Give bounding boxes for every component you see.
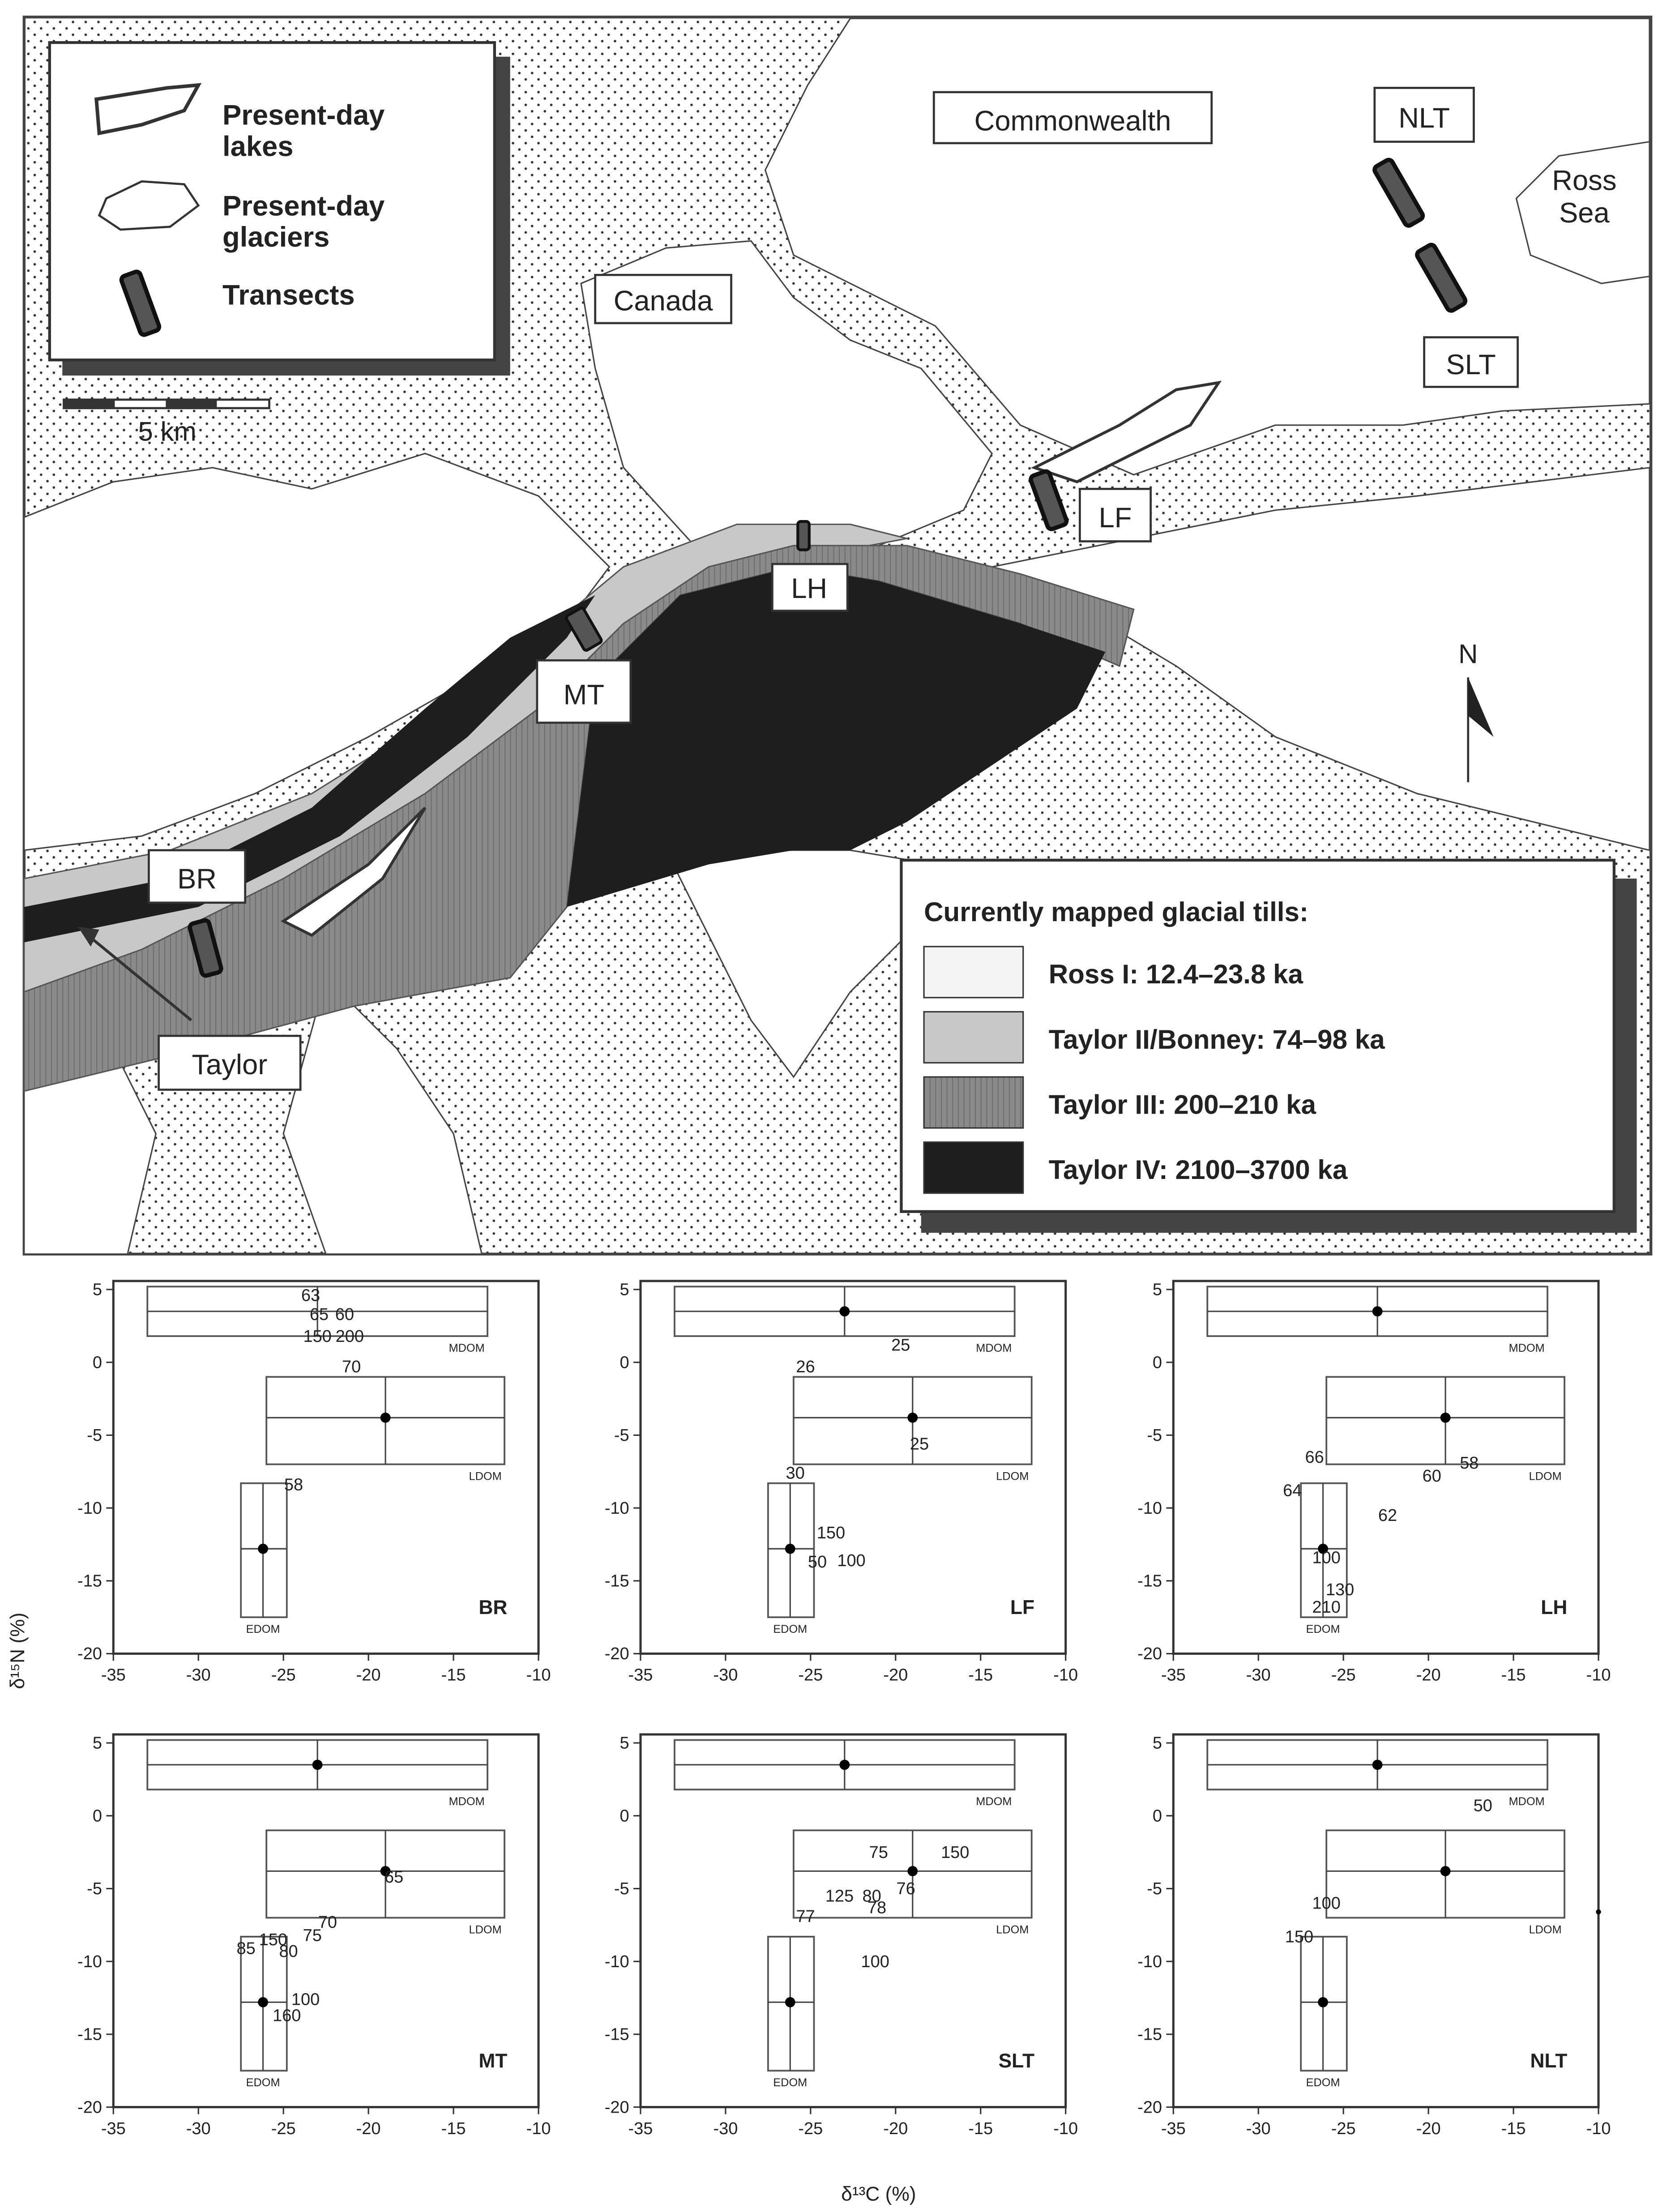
y-tick-label: -15 bbox=[77, 1571, 102, 1591]
ldom-label: LDOM bbox=[1529, 1470, 1562, 1483]
point-label: 60 bbox=[335, 1305, 355, 1324]
mdom-mean-point bbox=[839, 1306, 850, 1316]
point-label: 100 bbox=[861, 1952, 889, 1971]
point-label: 30 bbox=[786, 1464, 805, 1483]
y-tick-label: -15 bbox=[1137, 1571, 1162, 1591]
x-tick-label: -30 bbox=[1246, 1665, 1271, 1685]
point-label: 65 bbox=[309, 1305, 329, 1324]
label-commonwealth: Commonwealth bbox=[974, 105, 1171, 137]
x-tick-label: -25 bbox=[798, 2119, 823, 2138]
x-tick-label: -15 bbox=[1501, 2119, 1526, 2138]
x-tick-label: -15 bbox=[968, 1665, 993, 1685]
point-label: 160 bbox=[273, 2006, 301, 2025]
legend-taylor-ii: Taylor II/Bonney: 74–98 ka bbox=[1048, 1024, 1385, 1055]
y-tick-label: -20 bbox=[1137, 1644, 1162, 1664]
y-tick-label: 0 bbox=[1152, 1353, 1162, 1372]
y-tick-label: -10 bbox=[604, 1499, 629, 1518]
x-tick-label: -10 bbox=[526, 1665, 551, 1685]
north-label: N bbox=[1458, 639, 1478, 669]
legend-taylor-iii: Taylor III: 200–210 ka bbox=[1048, 1089, 1316, 1120]
x-tick-label: -20 bbox=[356, 2119, 381, 2138]
x-tick-label: -15 bbox=[441, 2119, 466, 2138]
point-label: 200 bbox=[335, 1327, 364, 1346]
panel-name: MT bbox=[479, 2050, 508, 2072]
x-tick-label: -10 bbox=[1053, 2119, 1078, 2138]
ldom-mean-point bbox=[907, 1413, 918, 1423]
mdom-label: MDOM bbox=[976, 1341, 1012, 1354]
edom-mean-point bbox=[785, 1997, 795, 2007]
point-label: 65 bbox=[384, 1868, 404, 1887]
point-label: 150 bbox=[303, 1327, 332, 1346]
edom-mean-point bbox=[1318, 1997, 1328, 2007]
y-tick-label: -15 bbox=[77, 2025, 102, 2044]
swatch-ross-i bbox=[924, 947, 1023, 998]
label-lf: LF bbox=[1098, 502, 1132, 534]
mdom-mean-point bbox=[1372, 1306, 1383, 1316]
ldom-label: LDOM bbox=[469, 1470, 502, 1483]
point-label: 150 bbox=[941, 1843, 970, 1862]
y-tick-label: 5 bbox=[92, 1734, 102, 1753]
y-tick-label: 0 bbox=[620, 1353, 629, 1372]
legend-glaciers-1: Present-day bbox=[222, 190, 385, 222]
legend-ross-i: Ross I: 12.4–23.8 ka bbox=[1048, 959, 1303, 990]
label-ross-sea-2: Sea bbox=[1559, 197, 1610, 229]
y-tick-label: -20 bbox=[77, 1644, 102, 1664]
label-br: BR bbox=[177, 863, 217, 895]
x-tick-label: -25 bbox=[798, 1665, 823, 1685]
y-tick-label: -20 bbox=[604, 1644, 629, 1664]
point-label: 80 bbox=[862, 1887, 881, 1906]
point-label: 130 bbox=[1325, 1580, 1355, 1600]
label-ross-sea-1: Ross bbox=[1552, 165, 1617, 196]
x-tick-label: -25 bbox=[271, 2119, 296, 2138]
y-tick-label: 0 bbox=[620, 1806, 629, 1826]
panel-br bbox=[77, 1281, 551, 1685]
point-label: 62 bbox=[1378, 1506, 1397, 1525]
edom-mean-point bbox=[785, 1544, 795, 1554]
point-label: 85 bbox=[236, 1939, 256, 1958]
point-label: 58 bbox=[284, 1475, 303, 1495]
y-tick-label: -5 bbox=[1147, 1426, 1162, 1445]
x-tick-label: -20 bbox=[356, 1665, 381, 1685]
label-canada: Canada bbox=[613, 285, 713, 317]
edom-label: EDOM bbox=[246, 2076, 280, 2089]
mdom-mean-point bbox=[1372, 1759, 1383, 1770]
y-tick-label: 0 bbox=[1152, 1806, 1162, 1826]
point-label: 150 bbox=[816, 1524, 846, 1543]
ldom-label: LDOM bbox=[996, 1470, 1029, 1483]
legend-lakes-1: Present-day bbox=[222, 99, 385, 131]
point-label: 80 bbox=[279, 1942, 298, 1961]
panel-lh bbox=[1137, 1281, 1611, 1685]
mdom-label: MDOM bbox=[449, 1795, 485, 1808]
x-tick-label: -10 bbox=[1586, 2119, 1611, 2138]
legend-tills bbox=[901, 860, 1637, 1233]
y-tick-label: -20 bbox=[604, 2098, 629, 2117]
panel-slt bbox=[605, 1734, 1078, 2138]
edom-label: EDOM bbox=[1306, 1623, 1340, 1636]
legend-tills-title: Currently mapped glacial tills: bbox=[924, 897, 1308, 927]
y-tick-label: -5 bbox=[614, 1879, 629, 1899]
y-tick-label: -20 bbox=[77, 2098, 102, 2117]
edom-mean-point bbox=[258, 1544, 268, 1554]
ldom-label: LDOM bbox=[996, 1923, 1029, 1936]
y-tick-label: -20 bbox=[1137, 2098, 1162, 2117]
point-label: 76 bbox=[896, 1879, 915, 1899]
x-tick-label: -35 bbox=[101, 2119, 126, 2138]
panel-name: LH bbox=[1541, 1596, 1568, 1618]
legend-lakes-2: lakes bbox=[222, 131, 294, 162]
panel-name: BR bbox=[479, 1596, 508, 1618]
point-label: 26 bbox=[796, 1358, 815, 1377]
map bbox=[24, 17, 1651, 1254]
x-tick-label: -20 bbox=[1416, 2119, 1441, 2138]
panel-name: LF bbox=[1010, 1596, 1035, 1618]
y-tick-label: 5 bbox=[1152, 1734, 1162, 1753]
edom-label: EDOM bbox=[1306, 2076, 1340, 2089]
edom-label: EDOM bbox=[773, 2076, 808, 2089]
panel-mt bbox=[77, 1734, 551, 2138]
x-tick-label: -35 bbox=[1161, 2119, 1186, 2138]
x-tick-label: -20 bbox=[883, 1665, 908, 1685]
point-label: 70 bbox=[342, 1358, 361, 1377]
point-label: 100 bbox=[291, 1990, 320, 2009]
label-taylor: Taylor bbox=[192, 1049, 268, 1080]
legend-taylor-iv: Taylor IV: 2100–3700 ka bbox=[1048, 1155, 1348, 1185]
scatter-panels bbox=[77, 1281, 1611, 2138]
scale-label: 5 km bbox=[138, 416, 197, 447]
edom-label: EDOM bbox=[246, 1623, 280, 1636]
x-tick-label: -30 bbox=[186, 1665, 211, 1685]
y-tick-label: -5 bbox=[87, 1879, 102, 1899]
y-tick-label: -10 bbox=[1137, 1952, 1162, 1971]
x-tick-label: -30 bbox=[713, 1665, 738, 1685]
point-label: 70 bbox=[318, 1913, 338, 1932]
x-tick-label: -15 bbox=[1501, 1665, 1526, 1685]
x-tick-label: -35 bbox=[1161, 1665, 1186, 1685]
panel-name: NLT bbox=[1530, 2050, 1568, 2072]
y-tick-label: 5 bbox=[1152, 1280, 1162, 1299]
edom-mean-point bbox=[258, 1997, 268, 2007]
label-mt: MT bbox=[563, 679, 605, 711]
y-tick-label: 5 bbox=[620, 1280, 629, 1299]
mdom-label: MDOM bbox=[1508, 1795, 1545, 1808]
y-tick-label: -10 bbox=[77, 1952, 102, 1971]
point-label: 58 bbox=[1460, 1453, 1479, 1473]
point-label: 125 bbox=[825, 1887, 854, 1906]
x-tick-label: -10 bbox=[1053, 1665, 1078, 1685]
y-tick-label: -5 bbox=[614, 1426, 629, 1445]
label-slt: SLT bbox=[1446, 349, 1496, 380]
ldom-label: LDOM bbox=[469, 1923, 502, 1936]
mdom-label: MDOM bbox=[976, 1795, 1012, 1808]
point-label: 75 bbox=[303, 1926, 322, 1945]
x-tick-label: -20 bbox=[1416, 1665, 1441, 1685]
point-label: 150 bbox=[1285, 1927, 1314, 1947]
x-axis-label: δ¹³C (%) bbox=[841, 2183, 916, 2205]
x-tick-label: -15 bbox=[968, 2119, 993, 2138]
y-tick-label: -5 bbox=[1147, 1879, 1162, 1899]
label-lh: LH bbox=[791, 573, 828, 605]
y-tick-label: -15 bbox=[604, 2025, 629, 2044]
x-tick-label: -10 bbox=[1586, 1665, 1611, 1685]
y-tick-label: 0 bbox=[92, 1806, 102, 1826]
point-label: 66 bbox=[1305, 1448, 1324, 1467]
point-label: 100 bbox=[1312, 1548, 1341, 1567]
x-tick-label: -30 bbox=[713, 2119, 738, 2138]
point-label: 50 bbox=[808, 1553, 827, 1572]
x-tick-label: -30 bbox=[186, 2119, 211, 2138]
mdom-label: MDOM bbox=[449, 1341, 485, 1354]
y-tick-label: 0 bbox=[92, 1353, 102, 1372]
point-label: 25 bbox=[910, 1435, 929, 1454]
legend-glaciers-2: glaciers bbox=[222, 221, 330, 253]
ldom-label: LDOM bbox=[1529, 1923, 1562, 1936]
edom-label: EDOM bbox=[773, 1623, 808, 1636]
x-tick-label: -30 bbox=[1246, 2119, 1271, 2138]
x-tick-label: -25 bbox=[1331, 2119, 1356, 2138]
y-tick-label: -15 bbox=[1137, 2025, 1162, 2044]
point-label: 50 bbox=[1473, 1796, 1492, 1815]
y-axis-label: δ¹⁵N (%) bbox=[6, 1612, 29, 1689]
point-label: 63 bbox=[301, 1286, 320, 1305]
y-tick-label: -10 bbox=[604, 1952, 629, 1971]
legend-features bbox=[50, 43, 510, 376]
swatch-taylor-iii bbox=[924, 1077, 1023, 1128]
point-label: 64 bbox=[1283, 1481, 1302, 1500]
panel-nlt bbox=[1137, 1734, 1611, 2138]
legend-transects: Transects bbox=[222, 279, 355, 311]
ldom-mean-point bbox=[907, 1866, 918, 1876]
x-tick-label: -25 bbox=[1331, 1665, 1356, 1685]
mdom-mean-point bbox=[839, 1759, 850, 1770]
point-label: 78 bbox=[867, 1898, 887, 1917]
mdom-label: MDOM bbox=[1508, 1341, 1545, 1354]
ldom-mean-point bbox=[380, 1413, 391, 1423]
point-label: 150 bbox=[259, 1930, 288, 1950]
point-label: 60 bbox=[1422, 1467, 1441, 1486]
x-tick-label: -25 bbox=[271, 1665, 296, 1685]
x-tick-label: -15 bbox=[441, 1665, 466, 1685]
x-tick-label: -35 bbox=[628, 2119, 653, 2138]
y-tick-label: -10 bbox=[1137, 1499, 1162, 1518]
x-tick-label: -10 bbox=[526, 2119, 551, 2138]
point-label: 210 bbox=[1312, 1598, 1341, 1617]
swatch-taylor-ii bbox=[924, 1012, 1023, 1063]
y-tick-label: -5 bbox=[87, 1426, 102, 1445]
panel-name: SLT bbox=[998, 2050, 1035, 2072]
point-label: 100 bbox=[837, 1551, 866, 1570]
data-point bbox=[1596, 1909, 1601, 1914]
y-tick-label: 5 bbox=[92, 1280, 102, 1299]
panel-lf bbox=[605, 1281, 1078, 1685]
x-tick-label: -35 bbox=[101, 1665, 126, 1685]
point-label: 100 bbox=[1312, 1894, 1341, 1913]
point-label: 75 bbox=[869, 1843, 888, 1862]
point-label: 77 bbox=[796, 1907, 815, 1926]
label-nlt: NLT bbox=[1398, 102, 1450, 134]
x-tick-label: -35 bbox=[628, 1665, 653, 1685]
ldom-mean-point bbox=[1440, 1413, 1451, 1423]
ldom-mean-point bbox=[1440, 1866, 1451, 1876]
x-tick-label: -20 bbox=[883, 2119, 908, 2138]
swatch-taylor-iv bbox=[924, 1142, 1023, 1193]
point-label: 25 bbox=[891, 1336, 910, 1355]
y-tick-label: -10 bbox=[77, 1499, 102, 1518]
y-tick-label: -15 bbox=[604, 1571, 629, 1591]
mdom-mean-point bbox=[312, 1759, 323, 1770]
y-tick-label: 5 bbox=[620, 1734, 629, 1753]
